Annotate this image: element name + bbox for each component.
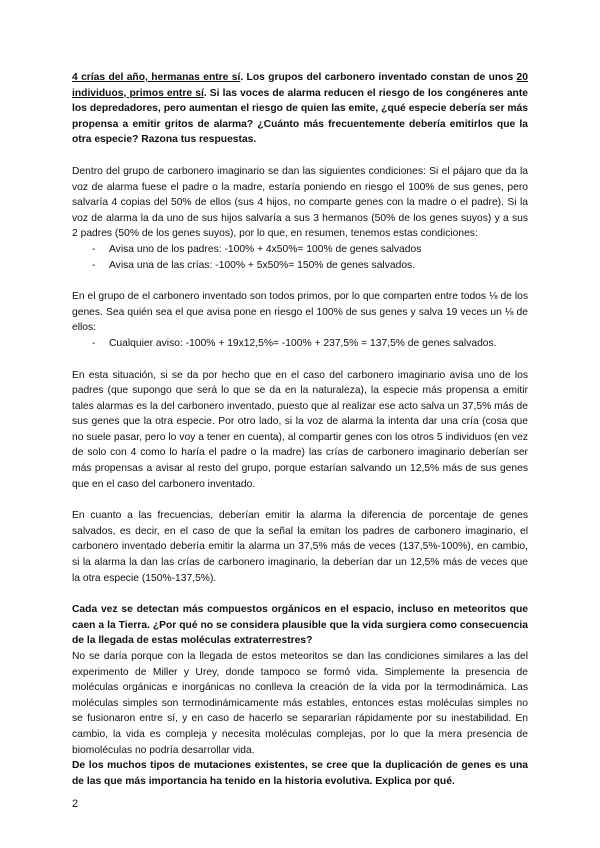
answer-1-list-1 <box>72 242 528 273</box>
answer-2: No se daría porque con la llegada de estos meteoritos se dan las condiciones similares a las del experimento de Miller y Urey, donde tampoco se formó vida. Simplemente la presencia de moléculas orgánicas e inorgánicas no conlleva la creación de la vida por la termodinámica. Las moléculas simples son termodinámicamente más estables, entonces estas moléculas simples no se fusionaron entre sí, y en caso de hacerlo se separarían rápidamente por su inestabilidad. En cambio, la vida es compleja y necesita moléculas complejas, por lo que la mera presencia de biomoléculas no podría desarrollar vida. <box>72 651 528 756</box>
question-2: Cada vez se detectan más compuestos orgánicos en el espacio, incluso en meteoritos que caen a la Tierra. ¿Por qué no se considera plausible que la vida surgiera como consecuencia de la llegada de estas moléculas extraterrestres? <box>72 604 528 647</box>
list-item: - Avisa una de las crías: -100% + 5x50%= 150% de genes salvados. <box>92 258 528 274</box>
document-page <box>72 70 528 789</box>
answer-1-list-2 <box>72 336 528 352</box>
answer-1-paragraph-1: Dentro del grupo de carbonero imaginario se dan las siguientes condiciones: Si el pájaro que da la voz de alarma fuese el padre o la madre, estaría poniendo en riesgo el 100% de sus genes, pero salvaría 4 copias del 50% de ellos (sus 4 hijos, no comparte genes con la madre o el padre). Si la voz de alarma la da uno de sus hijos salvaría a sus 3 hermanos (50% de los genes suyos) y a sus 2 padres (50% de los genes suyos), por lo que, en resumen, tenemos estas condiciones: <box>72 165 528 240</box>
page-number: 2 <box>72 798 79 810</box>
question-1 <box>72 70 528 148</box>
question-1-underlined-b: 20 individuos, primos entre sí <box>72 72 528 99</box>
question-1-underlined-a: 4 crías del año, hermanas entre sí <box>72 72 241 83</box>
list-item: - Avisa uno de los padres: -100% + 4x50%= 100% de genes salvados <box>92 242 528 258</box>
answer-1-paragraph-3: En esta situación, si se da por hecho que en el caso del carbonero imaginario avisa uno de los padres (que supongo que será lo que se da en la naturaleza), la especie más propensa a emitir tales alarmas es la del carbonero inventado, puesto que al realizar ese acto salva un 37,5% más de sus genes que la otra especie. Por otro lado, si la voz de alarma la intenta dar una cría (cosa que no suele pasar, pero lo voy a tener en cuenta), al compartir genes con los otros 5 individuos (en vez de solo con 4 como lo haría el padre o la madre) las crías de carbonero imaginario deberían ser más propensas a avisar al resto del grupo, porque estarían salvando un 12,5% más de sus genes que en el caso del carbonero inventado. <box>72 369 528 490</box>
question-1-text-b: . Si las voces de alarma reducen el riesgo de los congéneres ante los depredadores, pero aumentan el riesgo de quien las emite, ¿qué especie debería ser más propensa a emitir gritos de alarma? ¿Cuánto más frecuentemente debería emitirlos que la otra especie? Razona tus respuestas. <box>72 87 528 146</box>
answer-1-paragraph-4: En cuanto a las frecuencias, deberían emitir la alarma la diferencia de porcentaje de genes salvados, es decir, en el caso de que la señal la emitan los padres de carbonero imaginario, el carbonero inventado debería emitir la alarma un 37,5% más de veces (137,5%-100%), en cambio, si la alarma la dan las crías de carbonero imaginario, la deberían dar un 12,5% más de veces que la otra especie (150%-137,5%). <box>72 510 528 584</box>
answer-1-paragraph-2: En el grupo de el carbonero inventado son todos primos, por lo que comparten entre todos ⅛ de los genes. Sea quién sea el que avisa pone en riesgo el 100% de sus genes y salva 19 veces un ⅛ de ellos: <box>72 291 528 334</box>
list-item: - Cualquier aviso: -100% + 19x12,5%= -100% + 237,5% = 137,5% de genes salvados. <box>92 336 528 352</box>
question-3: De los muchos tipos de mutaciones existentes, se cree que la duplicación de genes es una de las que más importancia ha tenido en la historia evolutiva. Explica por qué. <box>72 760 528 787</box>
question-1-text-a: . Los grupos del carbonero inventado constan de unos <box>240 72 517 83</box>
